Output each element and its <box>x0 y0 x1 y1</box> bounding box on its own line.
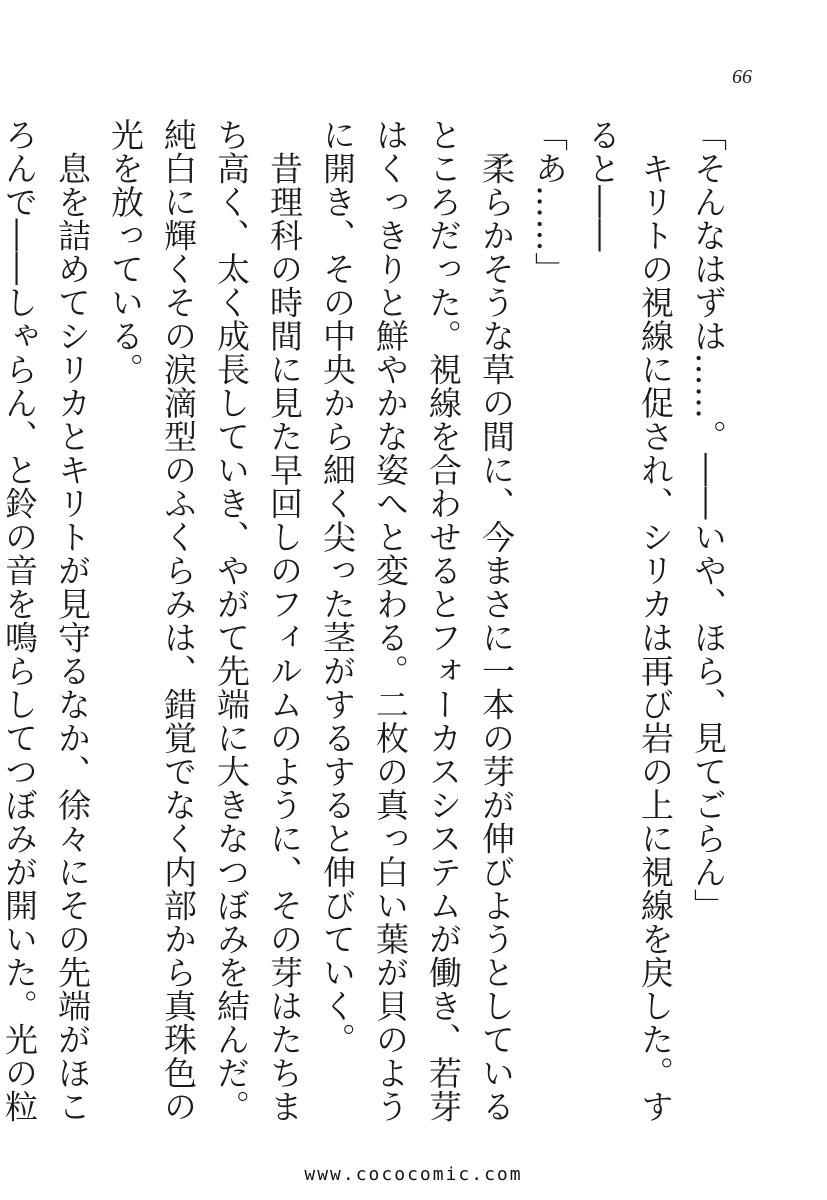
paragraph: 息を詰めてシリカとキリトが見守るなか、徐々にその先端がほころんで――しゃらん、と鈴の音を鳴らしてつぼみが開いた。光の粒 <box>0 118 92 1123</box>
paragraph: 昔理科の時間に見た早回しのフィルムのように、その芽はたちまち高く、太く成長していき、やがて先端に大きなつぼみを結んだ。純白に輝くその涙滴型のふくらみは、錯覚でなく内部から真珠色の光を放っている。 <box>106 118 304 1123</box>
body-text <box>0 118 735 1128</box>
dialogue-line: 「あ……」 <box>530 118 569 286</box>
paragraph: キリトの視線に促され、シリカは再び岩の上に視線を戻した。すると―― <box>583 118 675 1123</box>
dialogue-line: 「そんなはずは……。――いや、ほら、見てごらん」 <box>689 118 728 922</box>
watermark-url: www.cococomic.com <box>304 1164 523 1185</box>
paragraph: 柔らかそうな草の間に、今まさに一本の芽が伸びようとしているところだった。視線を合わせるとフォーカスシステムが働き、若芽はくっきりと鮮やかな姿へと変わる。二枚の真っ白い葉が貝のように開き、その中央から細く尖った茎がするすると伸びていく。 <box>318 118 516 1123</box>
page-number: 66 <box>732 66 752 88</box>
